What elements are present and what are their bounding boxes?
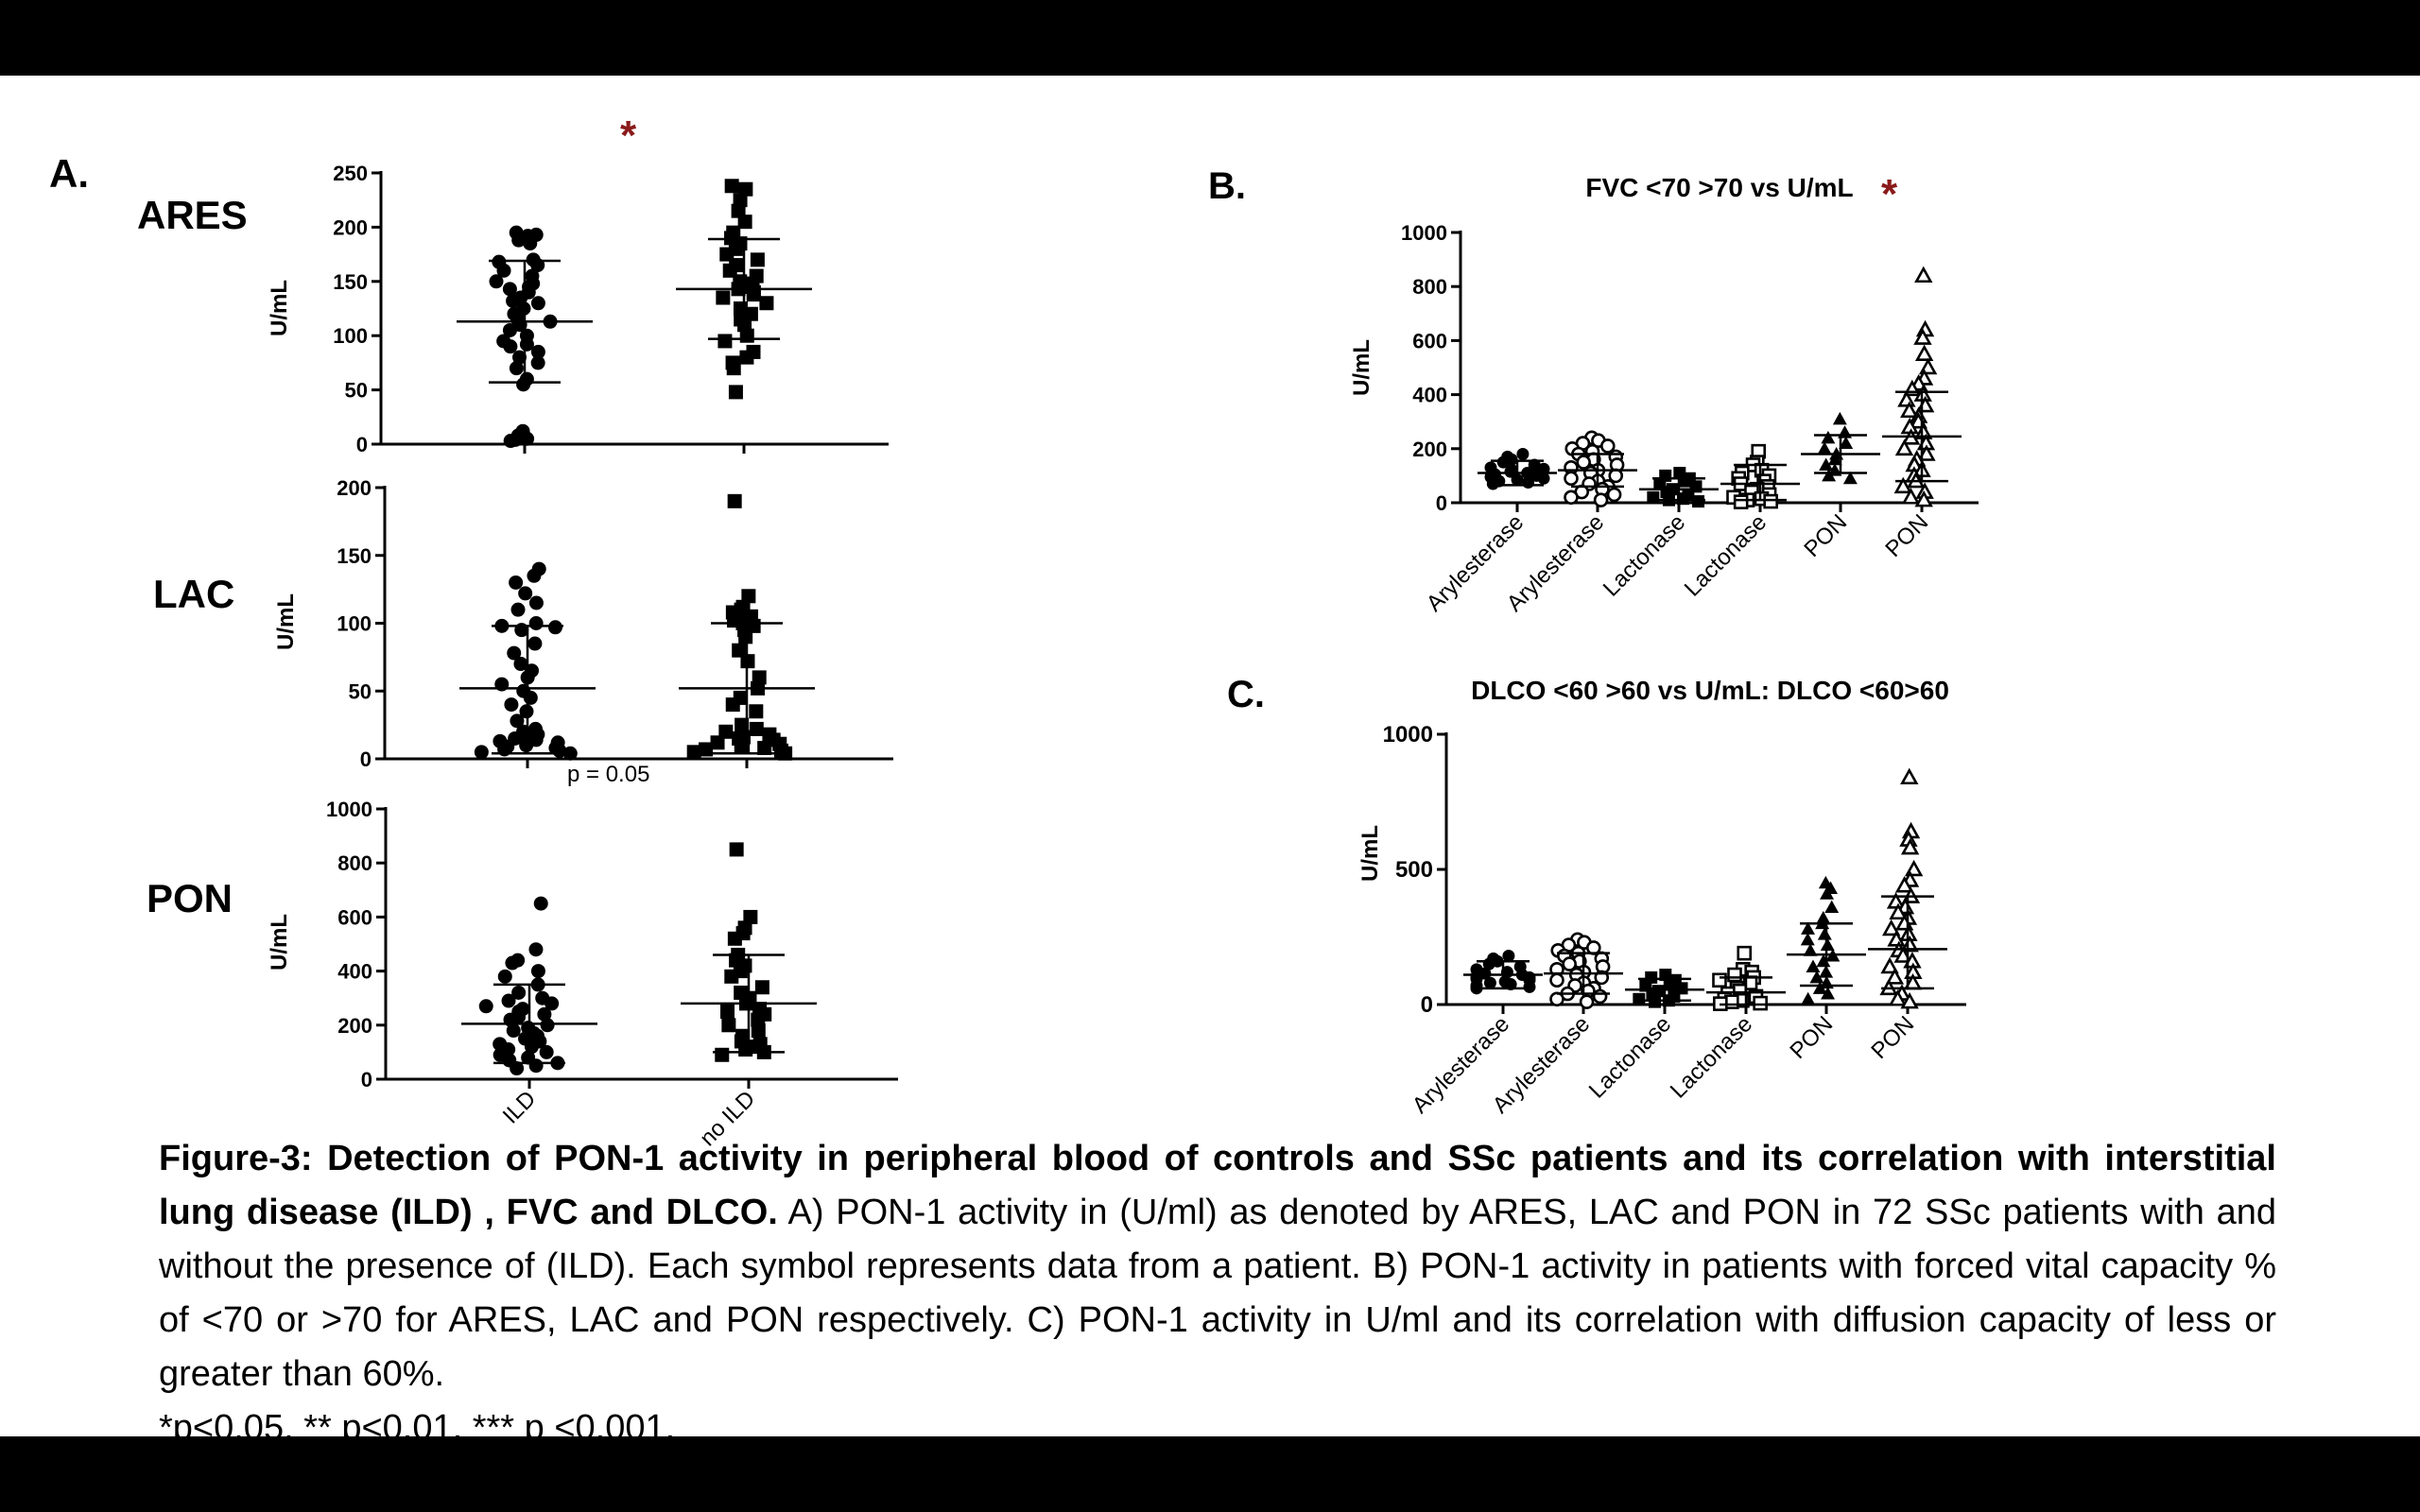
- data-point: [1581, 996, 1593, 1008]
- y-tick-label: 1000: [1401, 221, 1447, 245]
- data-point: [519, 738, 533, 752]
- x-tick-label: PON: [1785, 1011, 1839, 1065]
- data-point: [507, 1023, 521, 1038]
- chart-title: DLCO <60 >60 vs U/mL: DLCO <60>60: [1471, 676, 1949, 705]
- data-point: [505, 956, 519, 971]
- y-axis-title: U/mL: [273, 593, 299, 650]
- y-axis-title: U/mL: [267, 280, 292, 336]
- data-point: [475, 745, 489, 759]
- data-point: [1565, 491, 1578, 504]
- ares-significance-star: *: [620, 112, 637, 159]
- data-point: [1917, 347, 1931, 359]
- data-point: [727, 361, 741, 375]
- x-tick-label: Lactonase: [1679, 509, 1772, 602]
- y-tick-label: 400: [337, 959, 372, 984]
- data-point: [750, 722, 764, 736]
- figure-caption: [159, 1132, 2276, 1455]
- data-point: [529, 616, 544, 630]
- data-point: [504, 434, 518, 448]
- y-tick-label: 250: [333, 162, 368, 185]
- y-tick-label: 150: [337, 543, 372, 568]
- caption-footnote: *p<0.05, ** p<0.01, *** p <0.001.: [159, 1408, 676, 1448]
- data-point: [1735, 496, 1747, 508]
- y-tick-label: 0: [1435, 491, 1447, 515]
- data-point: [1565, 472, 1578, 485]
- y-tick-label: 200: [337, 476, 372, 500]
- data-point: [730, 842, 744, 856]
- data-point: [1647, 491, 1659, 504]
- data-point: [1522, 476, 1534, 489]
- y-tick-label: 50: [348, 679, 372, 704]
- data-point: [523, 236, 537, 250]
- data-point: [518, 586, 532, 600]
- data-point: [528, 942, 543, 956]
- y-tick-label: 800: [1412, 275, 1447, 300]
- data-point: [1824, 901, 1839, 913]
- data-point: [740, 329, 754, 343]
- data-point: [728, 932, 742, 946]
- data-point: [489, 274, 503, 288]
- figure-svg: [0, 76, 2420, 1152]
- data-point: [716, 291, 730, 305]
- slide: [0, 76, 2420, 1448]
- data-point: [717, 334, 732, 348]
- data-point: [1595, 494, 1607, 507]
- data-point: [1818, 441, 1832, 454]
- row-label-ares: ARES: [137, 193, 248, 237]
- data-point: [726, 697, 740, 712]
- data-point: [511, 603, 526, 617]
- caption-description: A) PON-1 activity in (U/ml) as denoted by ARES, LAC and PON in 72 SSc patients with and without the presence of (ILD). Each symbol represents data from a patient. B) PON-1 activity in patients with forced vital capacity % of <70 or >70 for ARES, LAC and PON respectively. C) PON-1 activity in U/ml and its correlation with diffusion capacity of less or greater than 60%.: [159, 1193, 2276, 1394]
- y-tick-label: 600: [337, 905, 372, 930]
- data-point: [1714, 974, 1726, 987]
- data-point: [720, 1005, 735, 1019]
- fvc-significance-star: *: [1881, 171, 1898, 217]
- panel-b-label: B.: [1208, 165, 1246, 207]
- data-point: [1601, 439, 1614, 452]
- data-point: [563, 747, 578, 761]
- y-tick-label: 400: [1412, 383, 1447, 407]
- y-tick-label: 100: [337, 611, 372, 636]
- data-point: [479, 999, 493, 1013]
- data-point: [1516, 448, 1529, 460]
- data-point: [759, 296, 773, 310]
- plot-lac: [273, 476, 893, 771]
- data-point: [1692, 495, 1704, 507]
- plot-ares: [267, 162, 889, 456]
- data-point: [529, 595, 544, 610]
- y-tick-label: 200: [337, 1013, 372, 1038]
- y-tick-label: 1000: [326, 798, 372, 821]
- y-tick-label: 200: [333, 215, 368, 240]
- chart-title: FVC <70 >70 vs U/mL: [1585, 173, 1854, 202]
- data-point: [524, 691, 538, 705]
- x-tick-label: Lactonase: [1665, 1011, 1758, 1104]
- data-point: [1765, 495, 1777, 507]
- data-point: [715, 1048, 729, 1062]
- caption-bold-title: Figure-3: Detection of PON-1 activity in peripheral blood of controls and SSc patients and its correlation with interstitial lung disease (ILD) , FVC and DLCO.: [159, 1139, 2276, 1232]
- data-point: [498, 970, 512, 984]
- y-tick-label: 0: [1420, 992, 1433, 1018]
- data-point: [1821, 431, 1835, 443]
- data-point: [531, 964, 545, 978]
- data-point: [752, 1023, 766, 1038]
- data-point: [548, 620, 562, 634]
- data-point: [728, 494, 742, 508]
- data-point: [1801, 992, 1815, 1005]
- data-point: [751, 252, 765, 266]
- y-axis-title: U/mL: [267, 914, 292, 971]
- data-point: [749, 704, 763, 718]
- y-tick-label: 500: [1394, 857, 1433, 883]
- data-point: [1728, 969, 1740, 981]
- row-label-pon: PON: [147, 876, 233, 920]
- data-point: [1818, 927, 1832, 939]
- data-point: [1649, 996, 1661, 1008]
- data-point: [531, 355, 545, 369]
- data-point: [502, 994, 516, 1008]
- y-tick-label: 150: [333, 269, 368, 294]
- data-point: [738, 629, 752, 644]
- plot-pon: [267, 798, 898, 1151]
- data-point: [721, 1018, 735, 1032]
- data-point: [1551, 974, 1564, 987]
- plot-fvc: [1349, 173, 1979, 617]
- data-point: [1902, 770, 1916, 782]
- data-point: [738, 1042, 752, 1057]
- x-tick-label: PON: [1799, 509, 1853, 563]
- data-point: [729, 385, 743, 399]
- y-tick-label: 1000: [1382, 722, 1433, 747]
- data-point: [1487, 477, 1499, 490]
- data-point: [534, 897, 548, 911]
- data-point: [1608, 489, 1620, 501]
- y-tick-label: 100: [333, 324, 368, 349]
- x-tick-label: Arylesterase: [1407, 1011, 1515, 1119]
- data-point: [527, 637, 542, 651]
- data-point: [1754, 997, 1767, 1009]
- data-point: [1916, 268, 1930, 281]
- x-tick-label: Arylesterase: [1487, 1011, 1596, 1119]
- data-point: [755, 980, 769, 994]
- y-tick-label: 0: [360, 1068, 372, 1091]
- panel-a-label: A.: [49, 151, 89, 196]
- pon-p-value-annotation: p = 0.05: [567, 762, 650, 787]
- y-tick-label: 50: [344, 378, 368, 403]
- data-point: [1801, 933, 1815, 945]
- x-tick-label: Lactonase: [1583, 1011, 1677, 1104]
- y-axis-title: U/mL: [1349, 339, 1374, 396]
- caption-paragraph: [159, 1132, 2276, 1401]
- x-tick-label: no ILD: [695, 1086, 761, 1152]
- panel-c-label: C.: [1227, 674, 1265, 715]
- data-point: [527, 569, 541, 583]
- x-tick-label: Arylesterase: [1501, 509, 1610, 617]
- x-tick-label: ILD: [497, 1086, 542, 1129]
- data-point: [529, 1058, 544, 1073]
- data-point: [541, 1018, 555, 1032]
- data-point: [1633, 993, 1645, 1005]
- data-point: [531, 296, 545, 310]
- row-label-lac: LAC: [153, 572, 235, 616]
- y-tick-label: 200: [1412, 437, 1447, 461]
- data-point: [739, 351, 753, 365]
- data-point: [516, 377, 530, 391]
- data-point: [503, 339, 517, 353]
- data-point: [509, 576, 523, 590]
- data-point: [687, 745, 701, 759]
- data-point: [724, 970, 738, 984]
- y-axis-title: U/mL: [1357, 825, 1383, 882]
- y-tick-label: 600: [1412, 329, 1447, 353]
- x-tick-label: Arylesterase: [1421, 509, 1530, 617]
- x-tick-label: Lactonase: [1598, 509, 1691, 602]
- data-point: [1594, 990, 1606, 1003]
- data-point: [725, 179, 739, 193]
- y-tick-label: 800: [337, 851, 372, 876]
- data-point: [510, 361, 524, 375]
- data-point: [1524, 981, 1536, 993]
- plot-dlco: [1357, 676, 1966, 1119]
- data-point: [540, 1045, 554, 1059]
- data-point: [1833, 412, 1847, 424]
- x-tick-label: PON: [1880, 509, 1934, 563]
- data-point: [1821, 938, 1835, 951]
- data-point: [504, 697, 518, 712]
- y-tick-label: 0: [359, 747, 372, 771]
- x-tick-label: PON: [1866, 1011, 1920, 1065]
- data-point: [1738, 947, 1751, 959]
- y-tick-label: 0: [355, 433, 368, 456]
